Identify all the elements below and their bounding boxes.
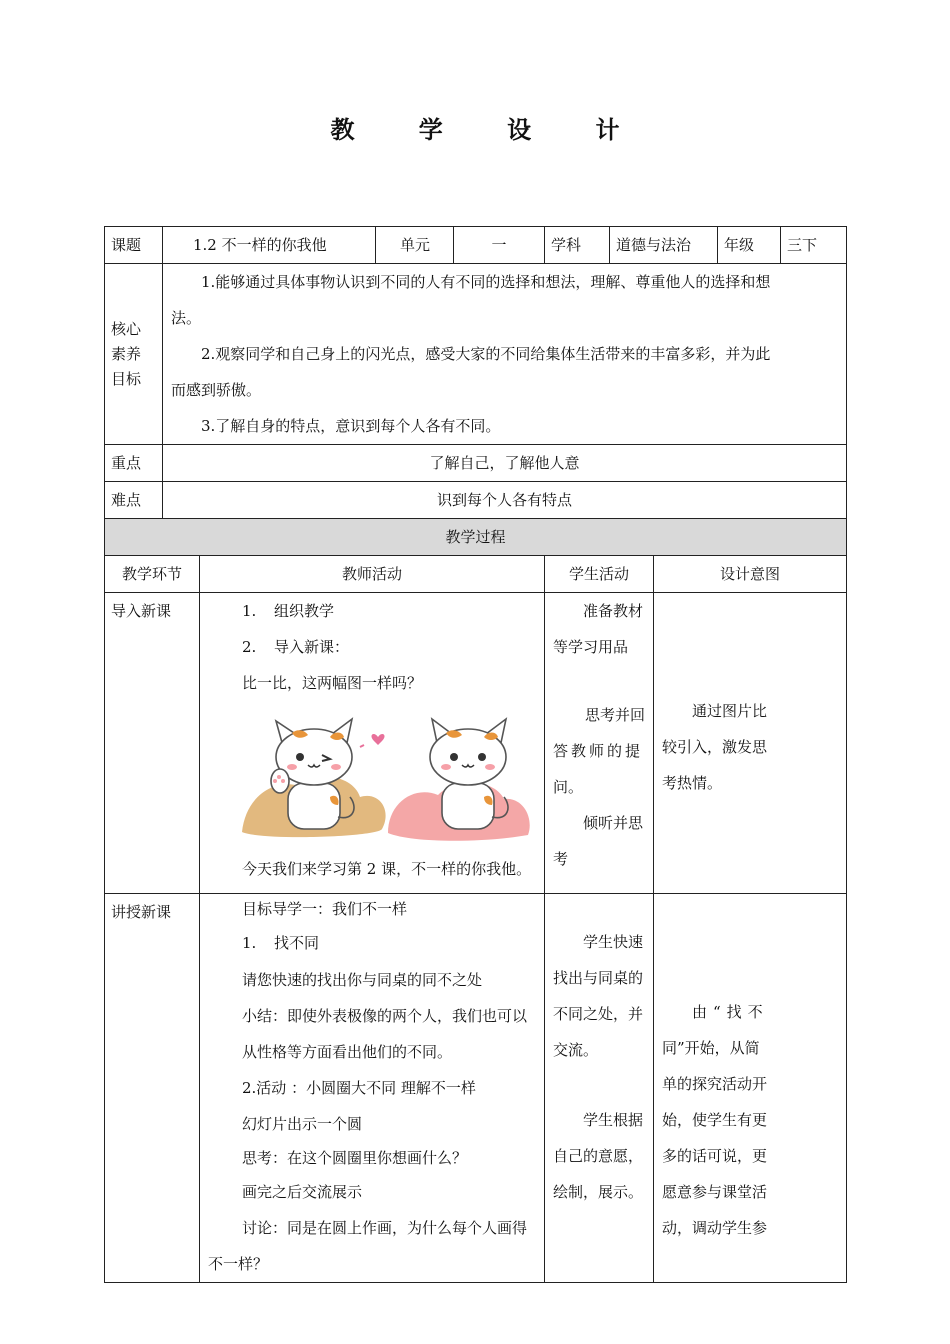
goals-row (105, 264, 847, 445)
grade-value: 三下 (781, 227, 847, 264)
subject-value: 道德与法治 (610, 227, 718, 264)
list-item: 1. 组织教学 (242, 602, 335, 620)
goal-1-line-b: 法。 (171, 309, 202, 327)
two-cats-illustration (242, 707, 532, 843)
compare-question: 比一比，这两幅图一样吗？ (242, 674, 423, 692)
key-point-label: 重点 (105, 445, 163, 482)
header-row (105, 227, 847, 264)
process-title: 教学过程 (105, 519, 847, 556)
lesson-plan-table (104, 226, 847, 1283)
difficulty-label: 难点 (105, 482, 163, 519)
key-point-row (105, 445, 847, 482)
stage-teaching: 讲授新课 (105, 894, 200, 1283)
subject-label: 学科 (545, 227, 610, 264)
goals-content (163, 264, 847, 445)
list-item: 2. 导入新课： (242, 638, 350, 656)
goal-2-line-a: 2.观察同学和自己身上的闪光点，感受大家的不同给集体生活带来的丰富多彩，并为此 (201, 345, 771, 363)
col-teacher: 教师活动 (200, 556, 545, 593)
col-stage: 教学环节 (105, 556, 200, 593)
grade-label: 年级 (718, 227, 781, 264)
teacher-activity-intro (200, 593, 545, 894)
process-title-row (105, 519, 847, 556)
teacher-activity-teaching: 目标导学一：我们不一样 1. 找不同 请您快速的找出你与同桌的同不之处 小结：即使外表极像的两个人，我们也可以 从性格等方面看出他们的不同。 2.活动 ：小圆圈大不同 理解不一样 幻灯片出示一个圆 思考：在这个圆圈里你想画什么？ 画完之后交流展示 讨论：同是在圆上作画，为什么每个人画得 不一样？ (200, 894, 545, 1283)
student-activity-intro: 准备教材 等学习用品 思考并回 答教师的提 问。 倾听并思 考 (545, 593, 654, 894)
difficulty-row (105, 482, 847, 519)
course-value: 1.2 不一样的你我他 (163, 227, 376, 264)
course-label: 课题 (105, 227, 163, 264)
goals-label: 核心 素养 目标 (105, 264, 163, 445)
col-student: 学生活动 (545, 556, 654, 593)
list-item: 1. 找不同 (242, 934, 320, 952)
lesson-plan-table-wrap (104, 226, 846, 1283)
goal-1-line-a: 1.能够通过具体事物认识到不同的人有不同的选择和想法，理解、尊重他人的选择和想 (201, 273, 771, 291)
unit-value: 一 (454, 227, 545, 264)
closing-sentence: 今天我们来学习第 2 课，不一样的你我他。 (242, 860, 532, 878)
difficulty-value: 识到每个人各有特点 (163, 482, 847, 519)
key-point-value: 了解自己，了解他人意 (163, 445, 847, 482)
col-design: 设计意图 (654, 556, 847, 593)
process-header-row (105, 556, 847, 593)
stage-intro: 导入新课 (105, 593, 200, 894)
goal-2-line-b: 而感到骄傲。 (171, 381, 262, 399)
document-title: 教 学 设 计 (330, 115, 648, 144)
unit-label: 单元 (376, 227, 454, 264)
design-intent-teaching: 由“找不 同”开始，从简 单的探究活动开 始，使学生有更 多的话可说，更 愿意参与课堂活 动，调动学生参 (654, 894, 847, 1283)
goal-3: 3.了解自身的特点，意识到每个人各有不同。 (201, 417, 501, 435)
student-activity-teaching: 学生快速 找出与同桌的 不同之处，并 交流。 学生根据 自己的意愿， 绘制，展示。 (545, 894, 654, 1283)
design-intent-intro: 通过图片比 较引入，激发思 考热情。 (654, 593, 847, 894)
table-row (105, 593, 847, 894)
table-row (105, 894, 847, 1283)
